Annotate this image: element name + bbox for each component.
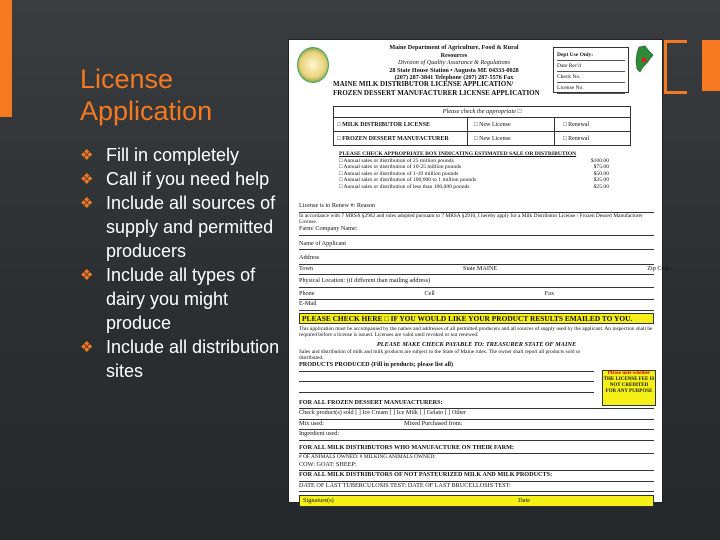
form-body: License is to Renew #: Reason In accordance with 7 MRSA §2902 and rules adopted pursuant to 7 MRSA §2910, I hereby apply for a Milk Distributor License / Frozen Dessert Manufacturer License. Farm/ Company Name: Name of Applicant Address Town State MAINE Zip Code: Physical Location: (if different than mailing address) Phone Cell Fax E-Mail PLEASE CHECK HERE □ IF YOU WOULD LIKE YOUR PRODUCT RESULTS EMAILED TO YOU. This application must be accompanied by the names and addresses of all permitted producers and all sources of supply used by the applicant. An inspection shall be required before a license is issued. Licenses are valid until revoked or not renewed. PLEASE MAKE CHECK PAYABLE TO: TREASURER STATE OF MAINE Sales and distribution of milk and milk products are subject to the State of Maine rules. The owner shall report all products sold or distributed. PRODUCTS PRODUCED (Fill in products; please list all) FOR ALL FROZEN DESSERT MANUFACTURERS: Check product(s) sold [ ] Ice Cream [ ] Ice Milk [ ] Gelato [ ] Other Mix used: Mixed Purchased from: Ingredient used: FOR ALL MILK DISTRIBUTORS WHO MANUFACTURE ON THEIR FARM: # OF ANIMALS OWNED: # MILKING ANIMALS OWNED: COW: GOAT: SHEEP: FOR ALL MILK DISTRIBUTORS OF NOT PASTEURIZED MILK AND MILK PRODUCTS: DATE OF LAST TUBERCULOSIS TEST: DATE OF LAST BRUCELLOSIS TEST: Signature(s) Date <box>299 202 654 507</box>
fee-list: PLEASE CHECK APPROPRIATE BOX INDICATING ESTIMATED SALE OR DISTRIBUTION □ Annual sales or distribution of 25 million pounds $100.00 □ Annual sales or distribution of 10-25 million pounds $75.00 □ Annual sales or distribution of 1-10 million pounds $50.00 □ Annual sales or distribution of 100,000 to 1 million pounds $35.00 □ Annual sales or distribution of less than 100,000 pounds $25.00 <box>339 151 609 190</box>
slide-title: License Application <box>80 64 213 126</box>
fee-row: □ Annual sales or distribution of 100,000 to 1 million pounds $35.00 <box>339 177 609 184</box>
license-form-image <box>289 40 673 505</box>
diamond-bullet-icon: ❖ <box>80 339 94 356</box>
agency-header: Maine Department of Agriculture, Food & Rural Resources Division of Quality Assurance & Regulations 28 State House Station • Augusta ME 04333-0028 (207) 287-3841 Telephone (207) 287-5576 Fax <box>389 44 519 81</box>
license-type-table: Please check the appropriate □ □ MILK DISTRIBUTOR LICENSE □ New License □ Renewal □ FROZEN DESSERT MANUFACTURER □ New License □ Renewal <box>333 106 631 146</box>
license-type-row: □ FROZEN DESSERT MANUFACTURER □ New License □ Renewal <box>334 132 630 145</box>
fee-row: □ Annual sales or distribution of 25 million pounds $100.00 <box>339 158 609 164</box>
bullet-item: ❖ Include all distribution sites <box>80 337 280 381</box>
form-title: MAINE MILK DISTRIBUTOR LICENSE APPLICATION/ FROZEN DESSERT MANUFACTURER LICENSE APPLICATION <box>333 80 540 97</box>
email-results-banner: PLEASE CHECK HERE □ IF YOU WOULD LIKE YOUR PRODUCT RESULTS EMAILED TO YOU. <box>299 313 654 324</box>
bullet-item: ❖ Call if you need help <box>80 167 280 191</box>
signature-line: Signature(s) Date <box>299 495 654 507</box>
maine-map-icon <box>631 45 655 73</box>
fee-row: □ Annual sales or distribution of less than 100,000 pounds $25.00 <box>339 183 609 190</box>
fee-notice-box: Please note whether THE LICENSE FEE IS NOT CREDITED FOR ANY PURPOSE <box>602 370 656 406</box>
office-use-box: Dept Use Only: Date Rec'd Check No. License No. <box>553 47 629 93</box>
bullet-item: ❖ Fill in completely <box>80 143 280 167</box>
diamond-bullet-icon: ❖ <box>80 171 94 188</box>
bullet-item: ❖ Include all sources of supply and permitted producers <box>80 193 276 261</box>
diamond-bullet-icon: ❖ <box>80 267 94 284</box>
state-seal-icon <box>297 47 329 83</box>
diamond-bullet-icon: ❖ <box>80 195 94 212</box>
diamond-bullet-icon: ❖ <box>80 147 94 164</box>
license-type-row: □ MILK DISTRIBUTOR LICENSE □ New License □ Renewal <box>334 118 630 132</box>
accent-frame-right <box>664 40 687 94</box>
fee-row: □ Annual sales or distribution of 10-25 million pounds $75.00 <box>339 164 609 171</box>
accent-bar-left <box>0 0 12 117</box>
bullet-list <box>80 143 280 383</box>
bullet-item: ❖ Include all types of dairy you might produce <box>80 265 256 333</box>
fee-row: □ Annual sales or distribution of 1-10 million pounds $50.00 <box>339 170 609 177</box>
accent-bar-right <box>702 40 720 91</box>
